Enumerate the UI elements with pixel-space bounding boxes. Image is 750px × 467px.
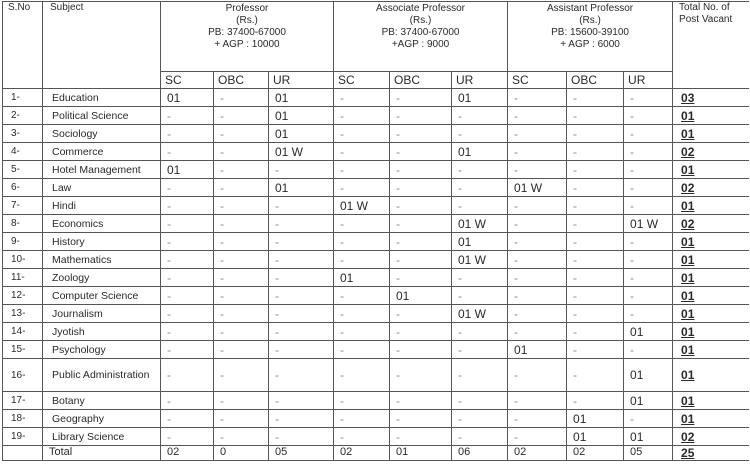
row-value: - <box>624 251 673 269</box>
row-value: - <box>567 269 624 287</box>
row-sno: 7- <box>3 197 43 215</box>
row-value: - <box>567 233 624 251</box>
vacancy-table <box>2 1 749 461</box>
row-value: 01 W <box>452 305 508 323</box>
row-value: - <box>508 269 567 287</box>
total-value: 0 <box>214 446 269 461</box>
row-value: - <box>334 341 390 359</box>
row-value: - <box>624 287 673 305</box>
row-value: - <box>390 251 452 269</box>
row-value: - <box>214 428 269 446</box>
row-value: - <box>161 305 214 323</box>
row-value: - <box>214 143 269 161</box>
professor-group-header <box>161 2 334 72</box>
row-value: - <box>214 287 269 305</box>
group-line: + AGP : 6000 <box>560 39 620 50</box>
row-subject: Geography <box>43 410 161 428</box>
row-value: - <box>508 89 567 107</box>
row-value: - <box>624 179 673 197</box>
row-value: - <box>624 143 673 161</box>
row-value: - <box>214 89 269 107</box>
table-row <box>3 161 749 179</box>
row-value: - <box>390 428 452 446</box>
row-sno: 17- <box>3 392 43 410</box>
row-sno: 3- <box>3 125 43 143</box>
row-subject: Sociology <box>43 125 161 143</box>
category-header: UR <box>624 72 673 89</box>
row-value: - <box>567 143 624 161</box>
row-total: 01 <box>673 410 749 428</box>
table-row <box>3 179 749 197</box>
row-value: - <box>161 215 214 233</box>
row-subject: Hotel Management <box>43 161 161 179</box>
total-vacant-line: Post Vacant <box>679 14 733 25</box>
row-value: - <box>390 215 452 233</box>
row-value: - <box>567 161 624 179</box>
total-label: Total <box>43 446 161 461</box>
total-value: 05 <box>269 446 334 461</box>
row-value: - <box>214 359 269 392</box>
row-value: 01 <box>390 287 452 305</box>
row-value: - <box>214 161 269 179</box>
row-value: - <box>269 359 334 392</box>
row-value: - <box>508 197 567 215</box>
row-value: - <box>567 359 624 392</box>
row-value: - <box>567 251 624 269</box>
row-value: - <box>214 323 269 341</box>
row-value: - <box>214 197 269 215</box>
assistant-professor-group-header <box>508 2 673 72</box>
row-value: - <box>390 323 452 341</box>
row-value: - <box>161 125 214 143</box>
row-value: 01 W <box>452 215 508 233</box>
row-value: - <box>567 392 624 410</box>
row-value: - <box>452 197 508 215</box>
row-total: 02 <box>673 428 749 446</box>
row-sno: 2- <box>3 107 43 125</box>
row-sno: 14- <box>3 323 43 341</box>
row-value: - <box>269 251 334 269</box>
row-value: - <box>214 341 269 359</box>
row-value: - <box>390 305 452 323</box>
row-value: - <box>269 341 334 359</box>
row-value: 01 <box>269 107 334 125</box>
row-value: - <box>161 251 214 269</box>
row-sno: 18- <box>3 410 43 428</box>
row-value: - <box>508 125 567 143</box>
table-row <box>3 323 749 341</box>
category-header: UR <box>452 72 508 89</box>
row-sno: 19- <box>3 428 43 446</box>
row-subject: Computer Science <box>43 287 161 305</box>
row-value: - <box>214 233 269 251</box>
row-value: 01 W <box>508 179 567 197</box>
row-value: 01 <box>624 323 673 341</box>
row-value: - <box>508 428 567 446</box>
row-value: - <box>161 323 214 341</box>
row-value: - <box>624 410 673 428</box>
row-value: - <box>161 179 214 197</box>
row-value: 01 <box>452 143 508 161</box>
row-value: - <box>452 410 508 428</box>
row-sno: 6- <box>3 179 43 197</box>
row-total: 01 <box>673 251 749 269</box>
row-subject: Botany <box>43 392 161 410</box>
row-value: - <box>269 197 334 215</box>
row-value: 01 <box>508 341 567 359</box>
row-value: - <box>334 107 390 125</box>
row-value: - <box>269 161 334 179</box>
total-vacant-header <box>673 2 749 89</box>
row-value: - <box>567 305 624 323</box>
row-total: 01 <box>673 233 749 251</box>
row-value: - <box>161 410 214 428</box>
table-row <box>3 233 749 251</box>
row-value: - <box>214 305 269 323</box>
row-total: 01 <box>673 125 749 143</box>
category-header: OBC <box>567 72 624 89</box>
row-value: - <box>567 125 624 143</box>
row-subject: Journalism <box>43 305 161 323</box>
table-row <box>3 359 749 392</box>
row-value: 01 <box>269 89 334 107</box>
total-value: 05 <box>624 446 673 461</box>
table-row <box>3 410 749 428</box>
total-value: 01 <box>390 446 452 461</box>
row-value: - <box>334 323 390 341</box>
row-value: - <box>390 392 452 410</box>
row-value: - <box>508 251 567 269</box>
row-value: - <box>334 233 390 251</box>
row-value: - <box>214 125 269 143</box>
category-header: SC <box>334 72 390 89</box>
row-value: - <box>161 269 214 287</box>
total-value: 06 <box>452 446 508 461</box>
group-line: PB: 37400-67000 <box>208 27 286 38</box>
row-value: - <box>567 287 624 305</box>
row-value: - <box>624 197 673 215</box>
row-value: - <box>161 359 214 392</box>
row-value: - <box>390 125 452 143</box>
row-value: - <box>508 410 567 428</box>
row-value: - <box>624 125 673 143</box>
row-value: - <box>452 179 508 197</box>
row-value: - <box>269 410 334 428</box>
row-value: - <box>452 428 508 446</box>
row-subject: Zoology <box>43 269 161 287</box>
row-value: - <box>161 392 214 410</box>
table-row <box>3 269 749 287</box>
total-value: 02 <box>161 446 214 461</box>
row-value: 01 <box>161 89 214 107</box>
table-row <box>3 143 749 161</box>
row-value: - <box>508 359 567 392</box>
row-sno: 11- <box>3 269 43 287</box>
row-value: - <box>269 269 334 287</box>
row-value: - <box>161 143 214 161</box>
row-value: - <box>390 269 452 287</box>
category-header: SC <box>508 72 567 89</box>
row-value: - <box>390 89 452 107</box>
row-total: 01 <box>673 287 749 305</box>
row-value: - <box>567 341 624 359</box>
row-subject: Commerce <box>43 143 161 161</box>
row-total: 01 <box>673 107 749 125</box>
row-subject: Political Science <box>43 107 161 125</box>
row-value: - <box>334 215 390 233</box>
group-line: (Rs.) <box>236 15 258 26</box>
grand-total: 25 <box>673 446 749 461</box>
row-value: 01 W <box>624 215 673 233</box>
row-total: 01 <box>673 359 749 392</box>
group-title: Professor <box>225 3 269 14</box>
total-value: 02 <box>567 446 624 461</box>
row-value: - <box>269 428 334 446</box>
header-row <box>3 2 749 72</box>
table-body <box>3 89 749 461</box>
row-value: - <box>508 305 567 323</box>
row-value: - <box>508 107 567 125</box>
group-title: Assistant Professor <box>546 3 634 14</box>
table-row <box>3 89 749 107</box>
row-value: 01 <box>161 161 214 179</box>
row-total: 01 <box>673 323 749 341</box>
row-sno: 5- <box>3 161 43 179</box>
row-value: - <box>624 305 673 323</box>
table-row <box>3 305 749 323</box>
category-header: UR <box>269 72 334 89</box>
row-subject: Psychology <box>43 341 161 359</box>
row-value: - <box>334 143 390 161</box>
row-value: - <box>334 251 390 269</box>
row-sno: 13- <box>3 305 43 323</box>
row-subject: History <box>43 233 161 251</box>
row-value: 01 <box>452 89 508 107</box>
row-value: - <box>567 179 624 197</box>
row-value: - <box>452 161 508 179</box>
group-line: PB: 37400-67000 <box>381 27 460 38</box>
sno-header: S.No <box>3 2 43 89</box>
total-sno <box>3 446 43 461</box>
row-value: - <box>161 197 214 215</box>
row-value: - <box>334 89 390 107</box>
row-value: - <box>390 107 452 125</box>
row-subject: Public Administration <box>43 359 161 392</box>
group-line: +AGP : 9000 <box>391 39 450 50</box>
row-value: - <box>508 233 567 251</box>
row-total: 02 <box>673 215 749 233</box>
row-value: 01 W <box>269 143 334 161</box>
table-row <box>3 341 749 359</box>
row-value: - <box>269 287 334 305</box>
row-value: - <box>508 143 567 161</box>
table-row <box>3 287 749 305</box>
row-value: - <box>269 215 334 233</box>
row-value: - <box>624 89 673 107</box>
row-value: - <box>269 392 334 410</box>
category-header: OBC <box>214 72 269 89</box>
row-value: - <box>567 89 624 107</box>
group-line: + AGP : 10000 <box>214 39 280 50</box>
category-header: SC <box>161 72 214 89</box>
row-value: - <box>214 215 269 233</box>
row-value: - <box>390 179 452 197</box>
row-value: - <box>390 197 452 215</box>
row-sno: 16- <box>3 359 43 392</box>
row-subject: Library Science <box>43 428 161 446</box>
row-sno: 4- <box>3 143 43 161</box>
row-value: - <box>161 233 214 251</box>
row-value: 01 W <box>334 197 390 215</box>
total-value: 02 <box>508 446 567 461</box>
table-row <box>3 125 749 143</box>
row-subject: Economics <box>43 215 161 233</box>
row-value: - <box>161 341 214 359</box>
row-value: - <box>390 359 452 392</box>
row-value: - <box>269 233 334 251</box>
row-value: 01 <box>269 125 334 143</box>
row-value: - <box>334 125 390 143</box>
row-subject: Hindi <box>43 197 161 215</box>
group-title: Associate Professor <box>376 3 465 14</box>
row-value: - <box>214 392 269 410</box>
row-value: - <box>567 107 624 125</box>
total-value: 02 <box>334 446 390 461</box>
group-line: (Rs.) <box>409 15 432 26</box>
row-total: 01 <box>673 392 749 410</box>
row-value: - <box>161 287 214 305</box>
row-subject: Mathematics <box>43 251 161 269</box>
table-row <box>3 197 749 215</box>
row-value: 01 <box>624 392 673 410</box>
row-value: - <box>452 269 508 287</box>
table-row <box>3 107 749 125</box>
row-value: - <box>334 392 390 410</box>
row-total: 01 <box>673 305 749 323</box>
row-value: 01 <box>624 428 673 446</box>
row-value: - <box>390 410 452 428</box>
row-value: - <box>161 107 214 125</box>
row-value: - <box>390 143 452 161</box>
row-value: - <box>624 161 673 179</box>
row-value: 01 <box>567 428 624 446</box>
row-total: 01 <box>673 341 749 359</box>
row-value: 01 <box>624 359 673 392</box>
row-value: - <box>452 107 508 125</box>
row-value: - <box>269 305 334 323</box>
row-value: - <box>452 125 508 143</box>
row-value: - <box>624 107 673 125</box>
row-value: 01 <box>334 269 390 287</box>
row-value: - <box>214 269 269 287</box>
row-total: 03 <box>673 89 749 107</box>
row-value: - <box>214 179 269 197</box>
row-sno: 15- <box>3 341 43 359</box>
row-value: - <box>390 341 452 359</box>
row-value: - <box>214 410 269 428</box>
row-value: - <box>567 197 624 215</box>
row-value: - <box>214 251 269 269</box>
table-row <box>3 251 749 269</box>
row-value: - <box>334 428 390 446</box>
row-value: - <box>334 410 390 428</box>
row-total: 02 <box>673 143 749 161</box>
row-value: - <box>334 305 390 323</box>
row-value: - <box>624 341 673 359</box>
subject-header: Subject <box>43 2 161 89</box>
group-line: PB: 15600-39100 <box>551 27 629 38</box>
row-sno: 10- <box>3 251 43 269</box>
row-value: - <box>508 392 567 410</box>
row-sno: 1- <box>3 89 43 107</box>
row-subject: Law <box>43 179 161 197</box>
row-value: - <box>452 323 508 341</box>
row-value: - <box>269 323 334 341</box>
row-sno: 9- <box>3 233 43 251</box>
row-value: - <box>624 269 673 287</box>
row-value: - <box>390 233 452 251</box>
row-value: 01 <box>567 410 624 428</box>
row-value: - <box>334 161 390 179</box>
table-row <box>3 392 749 410</box>
row-value: - <box>452 359 508 392</box>
row-value: - <box>161 428 214 446</box>
row-total: 01 <box>673 269 749 287</box>
row-sno: 8- <box>3 215 43 233</box>
row-value: - <box>452 392 508 410</box>
row-value: - <box>334 287 390 305</box>
row-total: 01 <box>673 161 749 179</box>
row-value: - <box>567 323 624 341</box>
category-header: OBC <box>390 72 452 89</box>
row-value: - <box>508 287 567 305</box>
row-value: 01 W <box>452 251 508 269</box>
group-line: (Rs.) <box>579 15 601 26</box>
row-value: - <box>214 107 269 125</box>
row-total: 02 <box>673 179 749 197</box>
row-value: 01 <box>452 233 508 251</box>
table-row <box>3 215 749 233</box>
row-value: - <box>390 161 452 179</box>
row-value: 01 <box>269 179 334 197</box>
row-value: - <box>508 323 567 341</box>
row-subject: Education <box>43 89 161 107</box>
total-row <box>3 446 749 461</box>
row-value: - <box>452 287 508 305</box>
associate-professor-group-header <box>334 2 508 72</box>
row-value: - <box>452 341 508 359</box>
row-total: 01 <box>673 197 749 215</box>
row-sno: 12- <box>3 287 43 305</box>
row-value: - <box>508 161 567 179</box>
table-row <box>3 428 749 446</box>
row-value: - <box>334 179 390 197</box>
total-vacant-line: Total No. of <box>679 2 730 13</box>
row-value: - <box>508 215 567 233</box>
row-subject: Jyotish <box>43 323 161 341</box>
row-value: - <box>334 359 390 392</box>
row-value: - <box>567 215 624 233</box>
row-value: - <box>624 233 673 251</box>
